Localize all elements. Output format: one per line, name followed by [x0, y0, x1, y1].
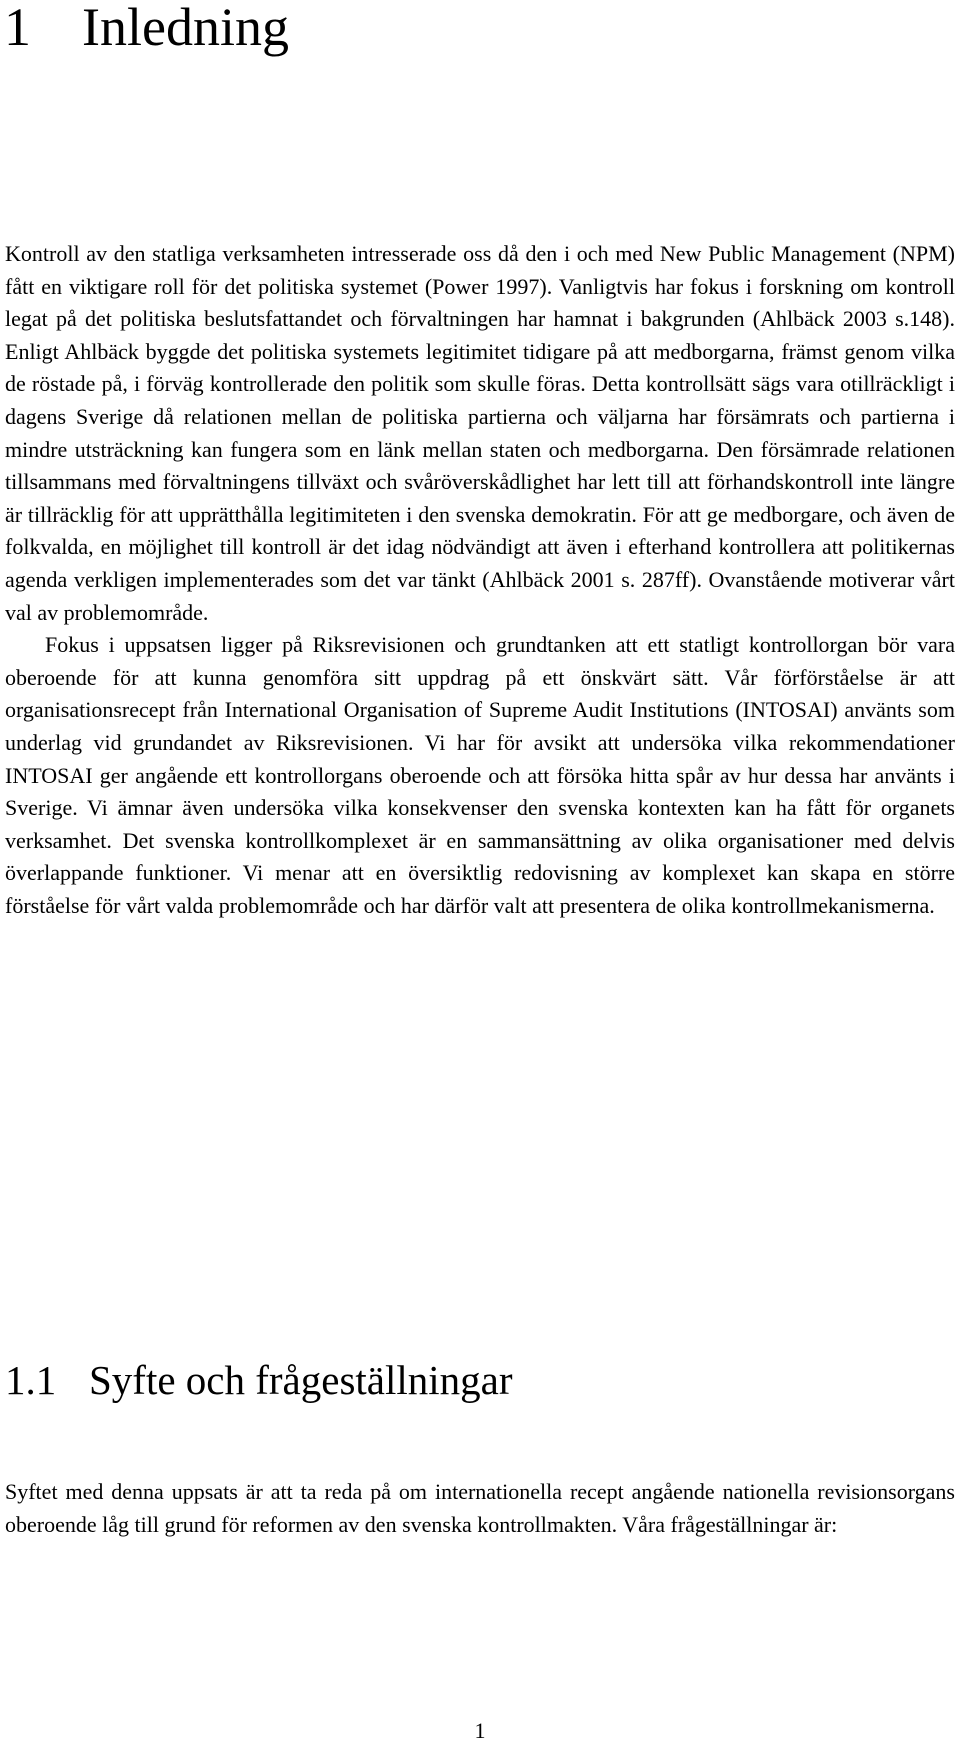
section-number: 1.1 [5, 1357, 57, 1403]
paragraph: Kontroll av den statliga verksamheten intresserade oss då den i och med New Public Management (NPM) fått en viktigare roll för det politiska systemet (Power 1997). Vanligtvis har fokus i forskning om kontroll legat på det politiska beslutsfattandet och förvaltningen har hamnat i bakgrunden (Ahlbäck 2003 s.148). Enligt Ahlbäck byggde det politiska systemets legitimitet tidigare på att medborgarna, främst genom vilka de röstade på, i förväg kontrollerade den politik som skulle föras. Detta kontrollsätt sägs vara otillräckligt i dagens Sverige då relationen mellan de politiska partierna och väljarna har försämrats och partierna i mindre utsträckning kan fungera som en länk mellan staten och medborgarna. Den försämrade relationen tillsammans med förvaltningens tillväxt och svåröverskådlighet har lett till att förhandskontroll inte längre är tillräcklig för att upprätthålla legitimiteten i den svenska demokratin. För att ge medborgare, och även de folkvalda, en möjlighet till kontroll är det idag nödvändigt att även i efterhand kontrollera att politikernas agenda verkligen implementerades som det var tänkt (Ahlbäck 2001 s. 287ff). Ovanstående motiverar vårt val av problemområde. [5, 241, 955, 625]
paragraph: Fokus i uppsatsen ligger på Riksrevisionen och grundtanken att ett statligt kontrollorgan bör vara oberoende för att kunna genomföra sitt uppdrag på ett önskvärt sätt. Vår förförståelse är att organisationsrecept från International Organisation of Supreme Audit Institutions (INTOSAI) använts som underlag vid grundandet av Riksrevisionen. Vi har för avsikt att undersöka vilka rekommendationer INTOSAI ger angående ett kontrollorgans oberoende och att försöka hitta spår av hur dessa har använts i Sverige. Vi ämnar även undersöka vilka konsekvenser den svenska kontexten kan ha fått för organets verksamhet. Det svenska kontrollkomplexet är en sammansättning av olika organisationer med delvis överlappande funktioner. Vi menar att en översiktlig redovisning av komplexet kan skapa en större förståelse för vårt valda problemområde och har därför valt att presentera de olika kontrollmekanismerna. [5, 632, 955, 918]
section-title: Syfte och frågeställningar [89, 1357, 513, 1403]
chapter-title: Inledning [82, 0, 289, 57]
chapter-number: 1 [4, 0, 31, 57]
chapter-heading [4, 0, 289, 57]
section-body [5, 1476, 955, 1541]
section-heading [5, 1357, 513, 1403]
page-number: 1 [474, 1718, 486, 1743]
paragraph: Syftet med denna uppsats är att ta reda på om internationella recept angående nationella revisionsorgans oberoende låg till grund för reformen av den svenska kontrollmakten. Våra frågeställningar är: [5, 1479, 955, 1537]
chapter-body [5, 238, 955, 922]
